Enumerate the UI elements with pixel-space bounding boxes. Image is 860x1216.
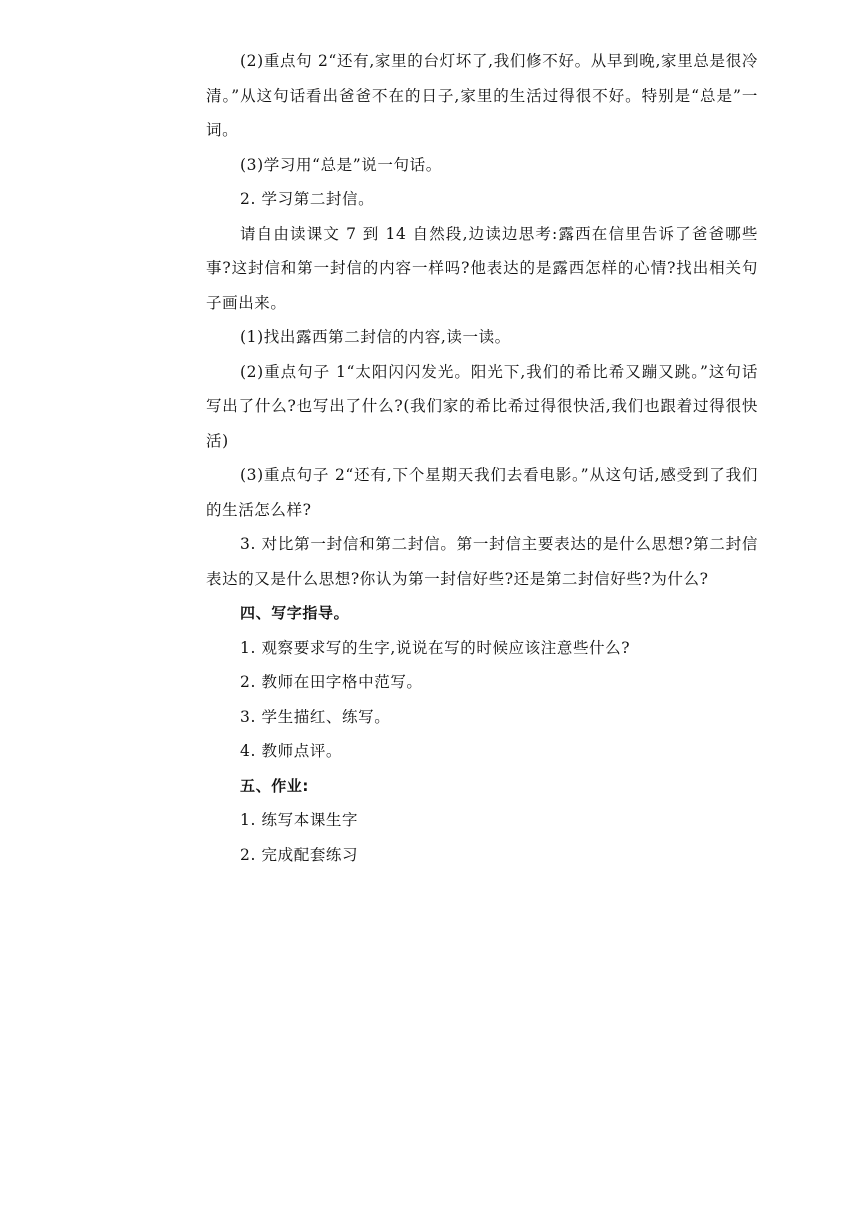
- section-heading-homework: 五、作业:: [240, 776, 309, 795]
- paragraph-reading-instruction: 请自由读课文 7 到 14 自然段,边读边思考:露西在信里告诉了爸爸哪些事?这封信和第一封信的内容一样吗?他表达的是露西怎样的心情?找出相关句子画出来。: [206, 224, 758, 312]
- paragraph-key-sentence-1: (2)重点句子 1“太阳闪闪发光。阳光下,我们的希比希又蹦又跳。”这句话写出了什么?也写出了什么?(我们家的希比希过得很快活,我们也跟着过得很快活): [206, 362, 758, 450]
- paragraph-practice-zongshi: (3)学习用“总是”说一句话。: [240, 155, 442, 174]
- list-item-homework-2: 2. 完成配套练习: [240, 845, 359, 864]
- list-item-student-practice: 3. 学生描红、练写。: [240, 707, 391, 726]
- list-item-observe: 1. 观察要求写的生字,说说在写的时候应该注意些什么?: [240, 638, 631, 657]
- document-body: [206, 44, 758, 872]
- list-item-homework-1: 1. 练写本课生字: [240, 811, 359, 829]
- paragraph-second-letter-step: 2. 学习第二封信。: [240, 190, 375, 208]
- paragraph-compare-letters: 3. 对比第一封信和第二封信。第一封信主要表达的是什么思想?第二封信表达的又是什么思想?你认为第一封信好些?还是第二封信好些?为什么?: [206, 535, 758, 588]
- section-heading-writing: 四、写字指导。: [240, 604, 350, 622]
- paragraph-key-sentence-2: (2)重点句 2“还有,家里的台灯坏了,我们修不好。从早到晚,家里总是很冷清。”从这句话看出爸爸不在的日子,家里的生活过得很不好。特别是“总是”一词。: [206, 52, 758, 139]
- paragraph-find-content: (1)找出露西第二封信的内容,读一读。: [240, 328, 511, 346]
- list-item-teacher-review: 4. 教师点评。: [240, 742, 343, 760]
- list-item-teacher-demo: 2. 教师在田字格中范写。: [240, 673, 423, 691]
- paragraph-key-sentence-2b: (3)重点句子 2“还有,下个星期天我们去看电影。”从这句话,感受到了我们的生活怎么样?: [206, 466, 758, 519]
